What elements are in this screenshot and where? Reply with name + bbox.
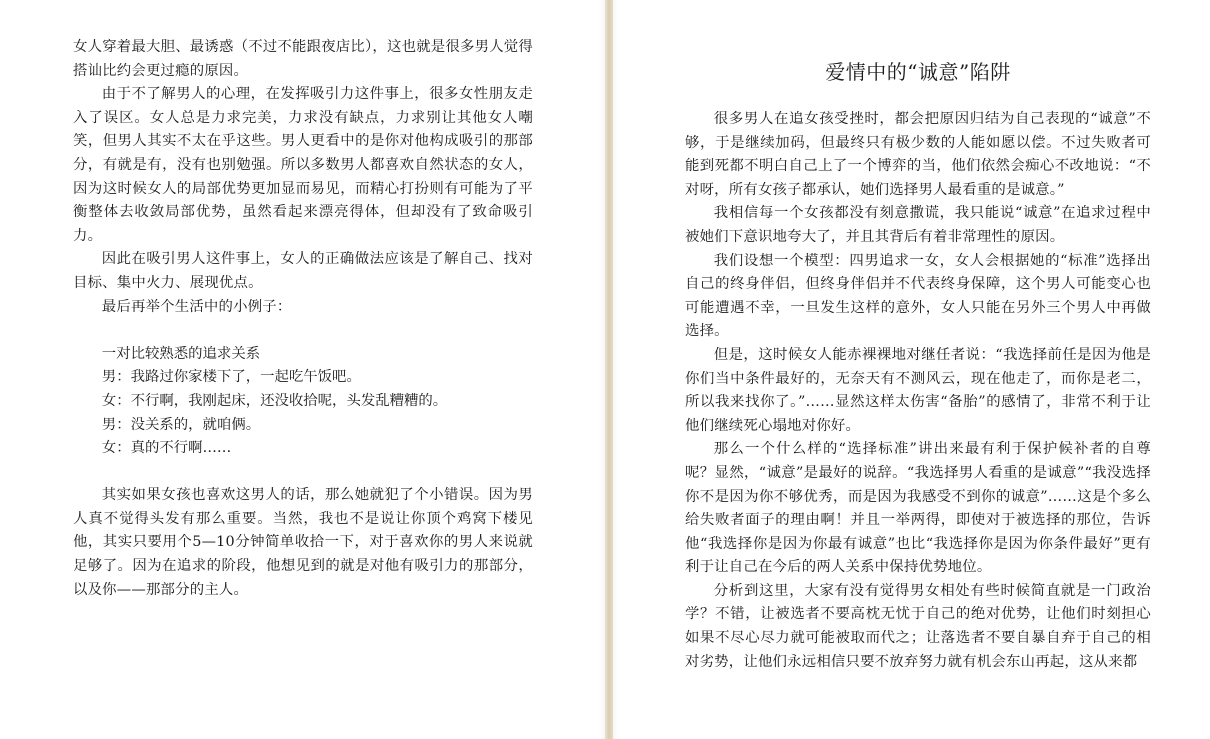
- left-paragraph-2: 由于不了解男人的心理，在发挥吸引力这件事上，很多女性朋友走入了误区。女人总是力求完美，力求没有缺点，力求别让其他女人嘲笑，但男人其实不太在乎这些。男人更看中的是你对他构成吸引的那部分，有就是有，没有也别勉强。所以多数男人都喜欢自然状态的女人，因为这时候女人的局部优势更加显而易见，而精心打扮则有可能为了平衡整体去收敛局部优势，虽然看起来漂亮得体，但却没有了致命吸引力。: [73, 86, 533, 244]
- right-paragraph-5: 那么一个什么样的“选择标准”讲出来最有利于保护候补者的自尊呢？显然，“诚意”是最好的说辞。“我选择男人看重的是诚意”“我没选择你不是因为你不够优秀，而是因为我感受不到你的诚意”……这是个多么给失败者面子的理由啊！并且一举两得，即使对于被选择的那位，告诉他“我选择你是因为你最有诚意”也比“我选择你是因为你条件最好”更有利于让自己在今后的两人关系中保持优势地位。: [685, 441, 1151, 576]
- right-paragraph-2: 我相信每一个女孩都没有刻意撒谎，我只能说“诚意”在追求过程中被她们下意识地夸大了，并且其背后有着非常理性的原因。: [685, 205, 1151, 245]
- left-paragraph-1: 女人穿着最大胆、最诱惑（不过不能跟夜店比），这也就是很多男人觉得搭讪比约会更过瘾的原因。: [73, 39, 533, 79]
- right-paragraph-6: 分析到这里，大家有没有觉得男女相处有些时候简直就是一门政治学？不错，让被选者不要高枕无忧于自己的绝对优势，让他们时刻担心如果不尽心尽力就可能被取而代之；让落选者不要自暴自弃于自己的相对劣势，让他们永远相信只要不放弃努力就有机会东山再起，这从来都: [685, 582, 1151, 670]
- right-paragraph-3: 我们设想一个模型：四男追求一女，女人会根据她的“标准”选择出自己的终身伴侣，但终身伴侣并不代表终身保障，这个男人可能变心也可能遭遇不幸，一旦发生这样的意外，女人只能在另外三个男人中再做选择。: [685, 252, 1151, 340]
- dialog-line-1: 男：我路过你家楼下了，一起吃午饭吧。: [101, 369, 361, 386]
- dialog-line-3: 男：没关系的，就咱俩。: [101, 416, 261, 433]
- book-gutter: [605, 0, 613, 739]
- right-page: [613, 0, 1210, 739]
- chapter-title: 爱情中的“诚意”陷阱: [825, 60, 1011, 84]
- left-paragraph-4: 最后再举个生活中的小例子：: [101, 298, 292, 315]
- right-paragraph-4: 但是，这时候女人能赤裸裸地对继任者说：“我选择前任是因为他是你们当中条件最好的，无奈天有不测风云，现在他走了，而你是老二，所以我来找你了。”……显然这样太伤害“备胎”的感情了，非常不利于让他们继续死心塌地对你好。: [685, 346, 1151, 434]
- blank-line: [73, 461, 605, 485]
- right-paragraph-1: 很多男人在追女孩受挫时，都会把原因归结为自己表现的“诚意”不够，于是继续加码，但最终只有极少数的人能如愿以偿。不过失败者可能到死都不明白自己上了一个博弈的当，他们依然会痴心不改地说：“不对呀，所有女孩子都承认，她们选择男人最看重的是诚意。”: [685, 111, 1151, 198]
- left-closing-paragraph: 其实如果女孩也喜欢这男人的话，那么她就犯了个小错误。因为男人真不觉得头发有那么重要。当然，我也不是说让你顶个鸡窝下楼见他，其实只要用个5—10分钟简单收拾一下，对于喜欢你的男人来说就足够了。因为在追求的阶段，他想见到的就是对他有吸引力的那部分，以及你——那部分的主人。: [73, 487, 533, 598]
- blank-line: [73, 319, 605, 343]
- dialog-line-2: 女：不行啊，我刚起床，还没收拾呢，头发乱糟糟的。: [101, 392, 448, 409]
- dialog-heading: 一对比较熟悉的追求关系: [101, 345, 261, 362]
- dialog-line-4: 女：真的不行啊……: [101, 440, 232, 457]
- left-paragraph-3: 因此在吸引男人这件事上，女人的正确做法应该是了解自己、找对目标、集中火力、展现优点。: [73, 251, 533, 291]
